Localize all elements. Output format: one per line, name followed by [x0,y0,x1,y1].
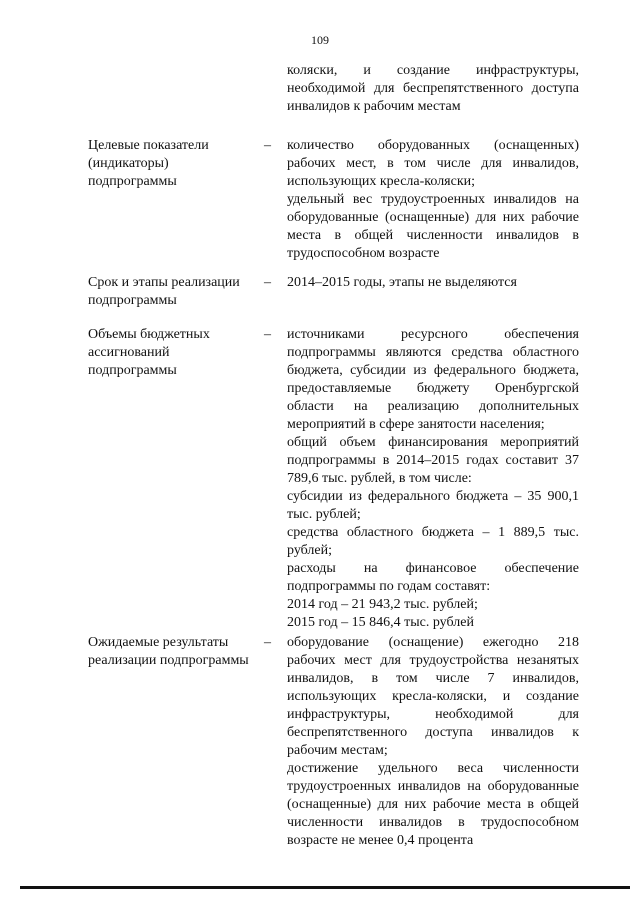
row-dash: – [264,327,271,342]
page-bottom-rule [20,886,630,889]
row-label: Целевые показатели (индикаторы) подпрограммы [88,138,209,189]
row-dash: – [264,275,271,290]
row-paragraph: 2014 год – 21 943,2 тыс. рублей; [287,597,478,612]
row-content [287,137,579,263]
row-content [287,274,579,292]
row-dash: – [264,635,271,650]
row-paragraph: 2014–2015 годы, этапы не выделяются [287,275,517,290]
row-label: Ожидаемые результаты реализации подпрограммы [88,635,249,668]
row-paragraph: количество оборудованных (оснащенных) рабочих мест, в том числе для инвалидов, использующих кресла-коляски; [287,138,579,189]
row-label: Объемы бюджетных ассигнований подпрограммы [88,327,210,378]
row-content [287,326,579,632]
row-paragraph: субсидии из федерального бюджета – 35 900,1 тыс. рублей; [287,489,579,522]
row-content [287,634,579,850]
row-dash: – [264,138,271,153]
row-label: Срок и этапы реализации подпрограммы [88,275,240,308]
row-paragraph: удельный вес трудоустроенных инвалидов на оборудованные (оснащенные) для них рабочие места в общей численности инвалидов в трудоспособном возрасте [287,192,579,261]
row-paragraph: 2015 год – 15 846,4 тыс. рублей [287,615,474,630]
row-paragraph: оборудование (оснащение) ежегодно 218 рабочих мест для трудоустройства незанятых инвалидов, в том числе 7 инвалидов, использующих кресла-коляски, и создание инфраструктуры, необходимой для беспрепятственного доступа инвалидов к рабочим местам; [287,635,579,758]
row-paragraph: источниками ресурсного обеспечения подпрограммы являются средства областного бюджета, субсидии из федерального бюджета, предоставляемые бюджету Оренбургской области на реализацию дополнительных мероприятий в сфере занятости населения; [287,327,579,432]
row-paragraph: средства областного бюджета – 1 889,5 тыс. рублей; [287,525,579,558]
row-paragraph: общий объем финансирования мероприятий подпрограммы в 2014–2015 годах составит 37 789,6 тыс. рублей, в том числе: [287,435,579,486]
row-paragraph: расходы на финансовое обеспечение подпрограммы по годам составят: [287,561,579,594]
continued-text: коляски, и создание инфраструктуры, необходимой для беспрепятственного доступа инвалидов к рабочим местам [287,63,579,114]
page-number: 109 [311,33,329,47]
row-paragraph: достижение удельного веса численности трудоустроенных инвалидов на оборудованные (оснащенные) для них рабочие места в общей численности инвалидов в трудоспособном возрасте не менее 0,4 процента [287,761,579,848]
